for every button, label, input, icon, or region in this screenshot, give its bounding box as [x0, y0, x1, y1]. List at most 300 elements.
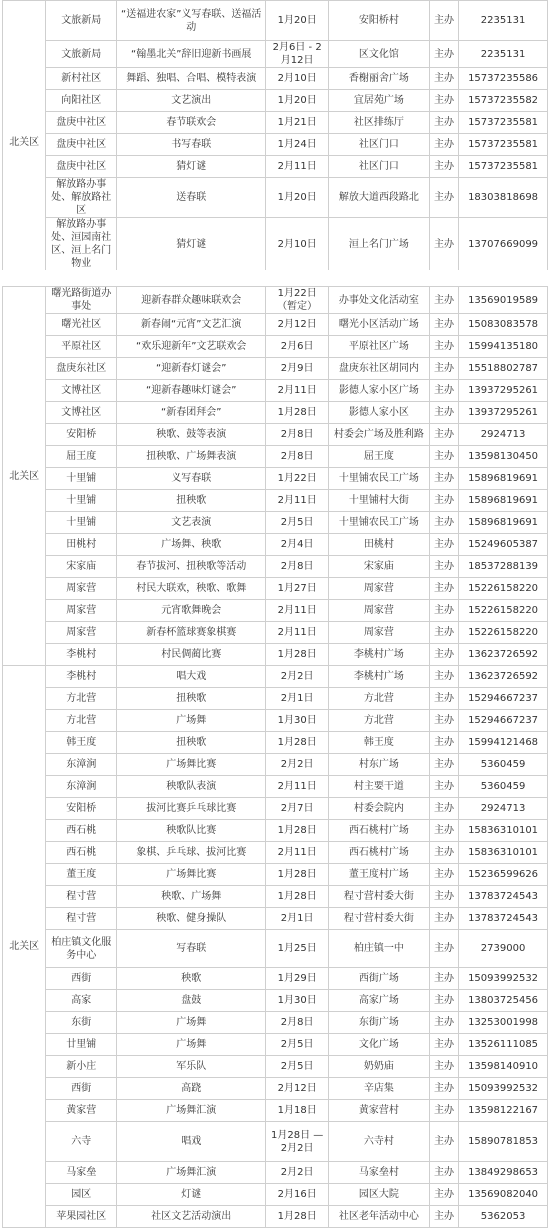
role-cell: 主办 — [429, 776, 458, 798]
organizer-cell: 新小庄 — [46, 1056, 117, 1078]
date-cell: 2月12日 — [266, 1078, 329, 1100]
organizer-cell: 曙光路街道办事处 — [46, 287, 117, 314]
table-row — [3, 908, 548, 930]
date-cell: 2月11日 — [266, 156, 329, 178]
date-cell: 1月20日 — [266, 90, 329, 112]
phone-cell: 13569019589 — [459, 287, 548, 314]
venue-cell: 李桃村广场 — [328, 666, 429, 688]
activity-cell: 广场舞比赛 — [117, 754, 266, 776]
venue-cell: 六寺村 — [328, 1122, 429, 1162]
phone-cell: 15836310101 — [459, 820, 548, 842]
date-cell: 2月2日 — [266, 1162, 329, 1184]
venue-cell: 村委会院内 — [328, 798, 429, 820]
activity-cell: “欢乐迎新年”文艺联欢会 — [117, 336, 266, 358]
role-cell: 主办 — [429, 178, 458, 218]
venue-cell: 高家广场 — [328, 990, 429, 1012]
organizer-cell: 园区 — [46, 1184, 117, 1206]
organizer-cell: 李桃村 — [46, 666, 117, 688]
activity-cell: 高跷 — [117, 1078, 266, 1100]
venue-cell: 李桃村广场 — [328, 644, 429, 666]
venue-cell: 宜居苑广场 — [328, 90, 429, 112]
organizer-cell: 文旅新局 — [46, 41, 117, 68]
table-row — [3, 358, 548, 380]
date-cell: 2月8日 — [266, 446, 329, 468]
phone-cell: 15093992532 — [459, 968, 548, 990]
activity-cell: 猜灯谜 — [117, 156, 266, 178]
table-row — [3, 622, 548, 644]
role-cell: 主办 — [429, 864, 458, 886]
table-row — [3, 754, 548, 776]
table-row — [3, 578, 548, 600]
venue-cell: 韩王度 — [328, 732, 429, 754]
organizer-cell: 十里铺 — [46, 468, 117, 490]
table-row — [3, 1078, 548, 1100]
activity-cell: 写春联 — [117, 930, 266, 968]
date-cell: 2月1日 — [266, 688, 329, 710]
phone-cell: 13253001998 — [459, 1012, 548, 1034]
phone-cell: 2924713 — [459, 798, 548, 820]
phone-cell: 15896819691 — [459, 512, 548, 534]
role-cell: 主办 — [429, 622, 458, 644]
phone-cell: 13849298653 — [459, 1162, 548, 1184]
date-cell: 1月28日 — [266, 886, 329, 908]
table-row — [3, 68, 548, 90]
organizer-cell: 东漳涧 — [46, 754, 117, 776]
date-cell: 1月27日 — [266, 578, 329, 600]
date-cell: 2月10日 — [266, 218, 329, 271]
venue-cell: 洹上名门广场 — [328, 218, 429, 271]
activity-cell: 猜灯谜 — [117, 218, 266, 271]
activity-cell: 盘鼓 — [117, 990, 266, 1012]
activity-cell: 义写春联 — [117, 468, 266, 490]
date-cell: 1月28日 — [266, 402, 329, 424]
organizer-cell: 盘庚中社区 — [46, 112, 117, 134]
phone-cell: 15737235582 — [459, 90, 548, 112]
phone-cell: 15836310101 — [459, 842, 548, 864]
phone-cell: 15083083578 — [459, 314, 548, 336]
organizer-cell: 韩王度 — [46, 732, 117, 754]
venue-cell: 西石桃村广场 — [328, 820, 429, 842]
venue-cell: 十里铺农民工广场 — [328, 468, 429, 490]
role-cell: 主办 — [429, 1100, 458, 1122]
event-table-bottom — [2, 286, 548, 1228]
role-cell: 主办 — [429, 90, 458, 112]
phone-cell: 15518802787 — [459, 358, 548, 380]
date-cell: 1月30日 — [266, 990, 329, 1012]
role-cell: 主办 — [429, 287, 458, 314]
activity-cell: 拔河比赛乒乓球比赛 — [117, 798, 266, 820]
date-cell: 2月5日 — [266, 1056, 329, 1078]
venue-cell: 西街广场 — [328, 968, 429, 990]
activity-cell: 秧歌、鼓等表演 — [117, 424, 266, 446]
venue-cell: 程寸营村委大街 — [328, 908, 429, 930]
organizer-cell: 安阳桥 — [46, 798, 117, 820]
table-row — [3, 218, 548, 271]
table-row — [3, 1034, 548, 1056]
venue-cell: 奶奶庙 — [328, 1056, 429, 1078]
venue-cell: 东街广场 — [328, 1012, 429, 1034]
date-cell: 2月7日 — [266, 798, 329, 820]
activity-cell: 秧歌 — [117, 968, 266, 990]
table-row — [3, 1184, 548, 1206]
role-cell: 主办 — [429, 358, 458, 380]
organizer-cell: 东漳涧 — [46, 776, 117, 798]
role-cell: 主办 — [429, 1056, 458, 1078]
table-row — [3, 666, 548, 688]
table-row — [3, 380, 548, 402]
organizer-cell: 文博社区 — [46, 380, 117, 402]
phone-cell: 15249605387 — [459, 534, 548, 556]
role-cell: 主办 — [429, 41, 458, 68]
phone-cell: 13569082040 — [459, 1184, 548, 1206]
venue-cell: 柏庄镇一中 — [328, 930, 429, 968]
activity-cell: 广场舞汇演 — [117, 1100, 266, 1122]
activity-cell: 社区文艺活动演出 — [117, 1206, 266, 1228]
role-cell: 主办 — [429, 1078, 458, 1100]
organizer-cell: 方北营 — [46, 688, 117, 710]
phone-cell: 15994121468 — [459, 732, 548, 754]
phone-cell: 2924713 — [459, 424, 548, 446]
role-cell: 主办 — [429, 1122, 458, 1162]
phone-cell: 5360459 — [459, 776, 548, 798]
date-cell: 2月11日 — [266, 380, 329, 402]
venue-cell: 周家营 — [328, 622, 429, 644]
activity-cell: 村民倜蔺比赛 — [117, 644, 266, 666]
venue-cell: 村委会广场及胜利路 — [328, 424, 429, 446]
activity-cell: 唱戏 — [117, 1122, 266, 1162]
organizer-cell: 十里铺 — [46, 512, 117, 534]
venue-cell: 方北营 — [328, 688, 429, 710]
organizer-cell: 廿里铺 — [46, 1034, 117, 1056]
role-cell: 主办 — [429, 710, 458, 732]
table-row — [3, 1206, 548, 1228]
phone-cell: 18303818698 — [459, 178, 548, 218]
organizer-cell: 平原社区 — [46, 336, 117, 358]
organizer-cell: 盘庚东社区 — [46, 358, 117, 380]
venue-cell: 屈王度 — [328, 446, 429, 468]
phone-cell: 15226158220 — [459, 578, 548, 600]
phone-cell: 13598130450 — [459, 446, 548, 468]
activity-cell: 村民大联欢，秧歌、歌舞 — [117, 578, 266, 600]
role-cell: 主办 — [429, 1012, 458, 1034]
date-cell: 2月11日 — [266, 776, 329, 798]
organizer-cell: 屈王度 — [46, 446, 117, 468]
activity-cell: 军乐队 — [117, 1056, 266, 1078]
table-row — [3, 314, 548, 336]
role-cell: 主办 — [429, 534, 458, 556]
venue-cell: 董王度村广场 — [328, 864, 429, 886]
role-cell: 主办 — [429, 112, 458, 134]
role-cell: 主办 — [429, 820, 458, 842]
venue-cell: 办事处文化活动室 — [328, 287, 429, 314]
phone-cell: 15093992532 — [459, 1078, 548, 1100]
phone-cell: 13598122167 — [459, 1100, 548, 1122]
table-row — [3, 864, 548, 886]
venue-cell: 周家营 — [328, 578, 429, 600]
activity-cell: 秧歌队比赛 — [117, 820, 266, 842]
role-cell: 主办 — [429, 402, 458, 424]
table-row — [3, 842, 548, 864]
venue-cell: 黄家营村 — [328, 1100, 429, 1122]
organizer-cell: 田桃村 — [46, 534, 117, 556]
table-row — [3, 644, 548, 666]
table-row — [3, 798, 548, 820]
activity-cell: 唱大戏 — [117, 666, 266, 688]
date-cell: 1月30日 — [266, 710, 329, 732]
table-row — [3, 710, 548, 732]
date-cell: 1月29日 — [266, 968, 329, 990]
role-cell: 主办 — [429, 512, 458, 534]
table-row — [3, 402, 548, 424]
role-cell: 主办 — [429, 336, 458, 358]
activity-cell: 广场舞 — [117, 1012, 266, 1034]
venue-cell: 村主要干道 — [328, 776, 429, 798]
date-cell: 2月10日 — [266, 68, 329, 90]
date-cell: 2月11日 — [266, 622, 329, 644]
activity-cell: 书写春联 — [117, 134, 266, 156]
date-cell: 2月6日 - 2月12日 — [266, 41, 329, 68]
table-row — [3, 1056, 548, 1078]
activity-cell: “翰墨北关”辞旧迎新书画展 — [117, 41, 266, 68]
venue-cell: 周家营 — [328, 600, 429, 622]
venue-cell: 辛店集 — [328, 1078, 429, 1100]
activity-cell: 迎新春群众趣味联欢会 — [117, 287, 266, 314]
table-row — [3, 156, 548, 178]
activity-cell: 舞蹈、独唱、合唱、模特表演 — [117, 68, 266, 90]
role-cell: 主办 — [429, 380, 458, 402]
role-cell: 主办 — [429, 314, 458, 336]
date-cell: 1月22日 — [266, 468, 329, 490]
role-cell: 主办 — [429, 666, 458, 688]
organizer-cell: 六寺 — [46, 1122, 117, 1162]
venue-cell: 安阳桥村 — [328, 1, 429, 41]
role-cell: 主办 — [429, 908, 458, 930]
role-cell: 主办 — [429, 446, 458, 468]
activity-cell: 新春杯篮球赛象棋赛 — [117, 622, 266, 644]
phone-cell: 13623726592 — [459, 666, 548, 688]
organizer-cell: 董王度 — [46, 864, 117, 886]
role-cell: 主办 — [429, 424, 458, 446]
role-cell: 主办 — [429, 1184, 458, 1206]
role-cell: 主办 — [429, 134, 458, 156]
organizer-cell: 曙光社区 — [46, 314, 117, 336]
venue-cell: 马家垒村 — [328, 1162, 429, 1184]
role-cell: 主办 — [429, 754, 458, 776]
activity-cell: 灯谜 — [117, 1184, 266, 1206]
activity-cell: 扭秧歌 — [117, 732, 266, 754]
organizer-cell: 李桃村 — [46, 644, 117, 666]
venue-cell: 社区门口 — [328, 156, 429, 178]
venue-cell: 影德人家小区广场 — [328, 380, 429, 402]
organizer-cell: 解放路办事处、解放路社区 — [46, 178, 117, 218]
date-cell: 2月1日 — [266, 908, 329, 930]
role-cell: 主办 — [429, 490, 458, 512]
organizer-cell: 东街 — [46, 1012, 117, 1034]
phone-cell: 15737235581 — [459, 134, 548, 156]
venue-cell: 社区排练厅 — [328, 112, 429, 134]
table-row — [3, 468, 548, 490]
event-table-top — [2, 0, 548, 285]
table-row — [3, 1, 548, 41]
activity-cell: 秧歌、健身操队 — [117, 908, 266, 930]
venue-cell: 社区老年活动中心 — [328, 1206, 429, 1228]
table-row — [3, 1012, 548, 1034]
activity-cell: 秧歌队表演 — [117, 776, 266, 798]
phone-cell: 15737235581 — [459, 112, 548, 134]
table-row — [3, 41, 548, 68]
phone-cell: 13803725456 — [459, 990, 548, 1012]
activity-cell: 广场舞汇演 — [117, 1162, 266, 1184]
date-cell: 2月8日 — [266, 1012, 329, 1034]
phone-cell: 15737235586 — [459, 68, 548, 90]
activity-cell: 秧歌、广场舞 — [117, 886, 266, 908]
role-cell: 主办 — [429, 1162, 458, 1184]
table-row — [3, 90, 548, 112]
role-cell: 主办 — [429, 842, 458, 864]
phone-cell: 15994135180 — [459, 336, 548, 358]
organizer-cell: 周家营 — [46, 578, 117, 600]
table-row — [3, 968, 548, 990]
activity-cell: “送福进农家”义写春联、送福活动 — [117, 1, 266, 41]
date-cell: 1月28日 — [266, 732, 329, 754]
role-cell: 主办 — [429, 1206, 458, 1228]
table-row — [3, 287, 548, 314]
date-cell: 2月11日 — [266, 490, 329, 512]
date-cell: 2月8日 — [266, 556, 329, 578]
role-cell: 主办 — [429, 886, 458, 908]
date-cell: 2月4日 — [266, 534, 329, 556]
date-cell: 1月24日 — [266, 134, 329, 156]
role-cell: 主办 — [429, 644, 458, 666]
phone-cell: 15896819691 — [459, 468, 548, 490]
date-cell: 2月5日 — [266, 512, 329, 534]
phone-cell: 13526111085 — [459, 1034, 548, 1056]
organizer-cell: 解放路办事处、洹园南社区、洹上名门物业 — [46, 218, 117, 271]
venue-cell: 方北营 — [328, 710, 429, 732]
organizer-cell: 十里铺 — [46, 490, 117, 512]
activity-cell: 春节拔河、扭秧歌等活动 — [117, 556, 266, 578]
table-row — [3, 1122, 548, 1162]
phone-cell: 15294667237 — [459, 688, 548, 710]
phone-cell: 15896819691 — [459, 490, 548, 512]
date-cell: 1月20日 — [266, 1, 329, 41]
organizer-cell: 文旅新局 — [46, 1, 117, 41]
phone-cell: 2235131 — [459, 41, 548, 68]
organizer-cell: 苹果园社区 — [46, 1206, 117, 1228]
district-cell: 北关区 — [3, 666, 46, 1228]
organizer-cell: 安阳桥 — [46, 424, 117, 446]
activity-cell: 象棋、乒乓球、拔河比赛 — [117, 842, 266, 864]
role-cell: 主办 — [429, 1, 458, 41]
role-cell: 主办 — [429, 156, 458, 178]
phone-cell: 15737235581 — [459, 156, 548, 178]
district-cell: 北关区 — [3, 1, 46, 285]
table-row — [3, 1162, 548, 1184]
table-row — [3, 688, 548, 710]
role-cell: 主办 — [429, 578, 458, 600]
phone-cell: 13707669099 — [459, 218, 548, 271]
date-cell: 2月6日 — [266, 336, 329, 358]
table-row — [3, 178, 548, 218]
activity-cell: 广场舞 — [117, 1034, 266, 1056]
venue-cell: 香榭丽舍广场 — [328, 68, 429, 90]
role-cell: 主办 — [429, 68, 458, 90]
phone-cell: 15890781853 — [459, 1122, 548, 1162]
venue-cell: 社区门口 — [328, 134, 429, 156]
phone-cell: 2739000 — [459, 930, 548, 968]
date-cell: 1月28日 — [266, 864, 329, 886]
venue-cell: 十里铺农民工广场 — [328, 512, 429, 534]
table-row — [3, 490, 548, 512]
table-row — [3, 446, 548, 468]
phone-cell: 15226158220 — [459, 600, 548, 622]
date-cell: 2月8日 — [266, 424, 329, 446]
role-cell: 主办 — [429, 798, 458, 820]
role-cell: 主办 — [429, 600, 458, 622]
venue-cell: 宋家庙 — [328, 556, 429, 578]
activity-cell: 广场舞 — [117, 710, 266, 732]
activity-cell: 文艺演出 — [117, 90, 266, 112]
date-cell: 1月20日 — [266, 178, 329, 218]
date-cell: 1月25日 — [266, 930, 329, 968]
role-cell: 主办 — [429, 218, 458, 271]
table-row — [3, 556, 548, 578]
table-row — [3, 732, 548, 754]
organizer-cell: 周家营 — [46, 600, 117, 622]
table-row — [3, 1100, 548, 1122]
activity-cell: 广场舞比赛 — [117, 864, 266, 886]
date-cell: 1月28日 — [266, 820, 329, 842]
organizer-cell: 黄家营 — [46, 1100, 117, 1122]
date-cell: 1月28日 — [266, 644, 329, 666]
activity-cell: 春节联欢会 — [117, 112, 266, 134]
table-row — [3, 512, 548, 534]
venue-cell: 曙光小区活动广场 — [328, 314, 429, 336]
role-cell: 主办 — [429, 688, 458, 710]
date-cell: 2月9日 — [266, 358, 329, 380]
date-cell: 2月11日 — [266, 842, 329, 864]
venue-cell: 十里铺村大街 — [328, 490, 429, 512]
venue-cell: 盘庚东社区胡同内 — [328, 358, 429, 380]
organizer-cell: 程寸营 — [46, 886, 117, 908]
table-row — [3, 990, 548, 1012]
activity-cell: 扭秧歌、广场舞表演 — [117, 446, 266, 468]
activity-cell: “新春团拜会” — [117, 402, 266, 424]
activity-cell: 扭秧歌 — [117, 688, 266, 710]
table-row — [3, 930, 548, 968]
date-cell: 1月18日 — [266, 1100, 329, 1122]
table-row — [3, 886, 548, 908]
role-cell: 主办 — [429, 968, 458, 990]
date-cell: 1月28日 — [266, 1206, 329, 1228]
phone-cell: 13937295261 — [459, 380, 548, 402]
phone-cell: 2235131 — [459, 1, 548, 41]
table-row — [3, 424, 548, 446]
table-row — [3, 600, 548, 622]
date-cell: 2月2日 — [266, 666, 329, 688]
date-cell: 1月21日 — [266, 112, 329, 134]
organizer-cell: 盘庚中社区 — [46, 134, 117, 156]
activity-cell: 广场舞、秧歌 — [117, 534, 266, 556]
phone-cell: 5362053 — [459, 1206, 548, 1228]
phone-cell: 18537288139 — [459, 556, 548, 578]
organizer-cell: 文博社区 — [46, 402, 117, 424]
table-row — [3, 534, 548, 556]
role-cell: 主办 — [429, 1034, 458, 1056]
activity-cell: 文艺表演 — [117, 512, 266, 534]
role-cell: 主办 — [429, 990, 458, 1012]
phone-cell: 15294667237 — [459, 710, 548, 732]
